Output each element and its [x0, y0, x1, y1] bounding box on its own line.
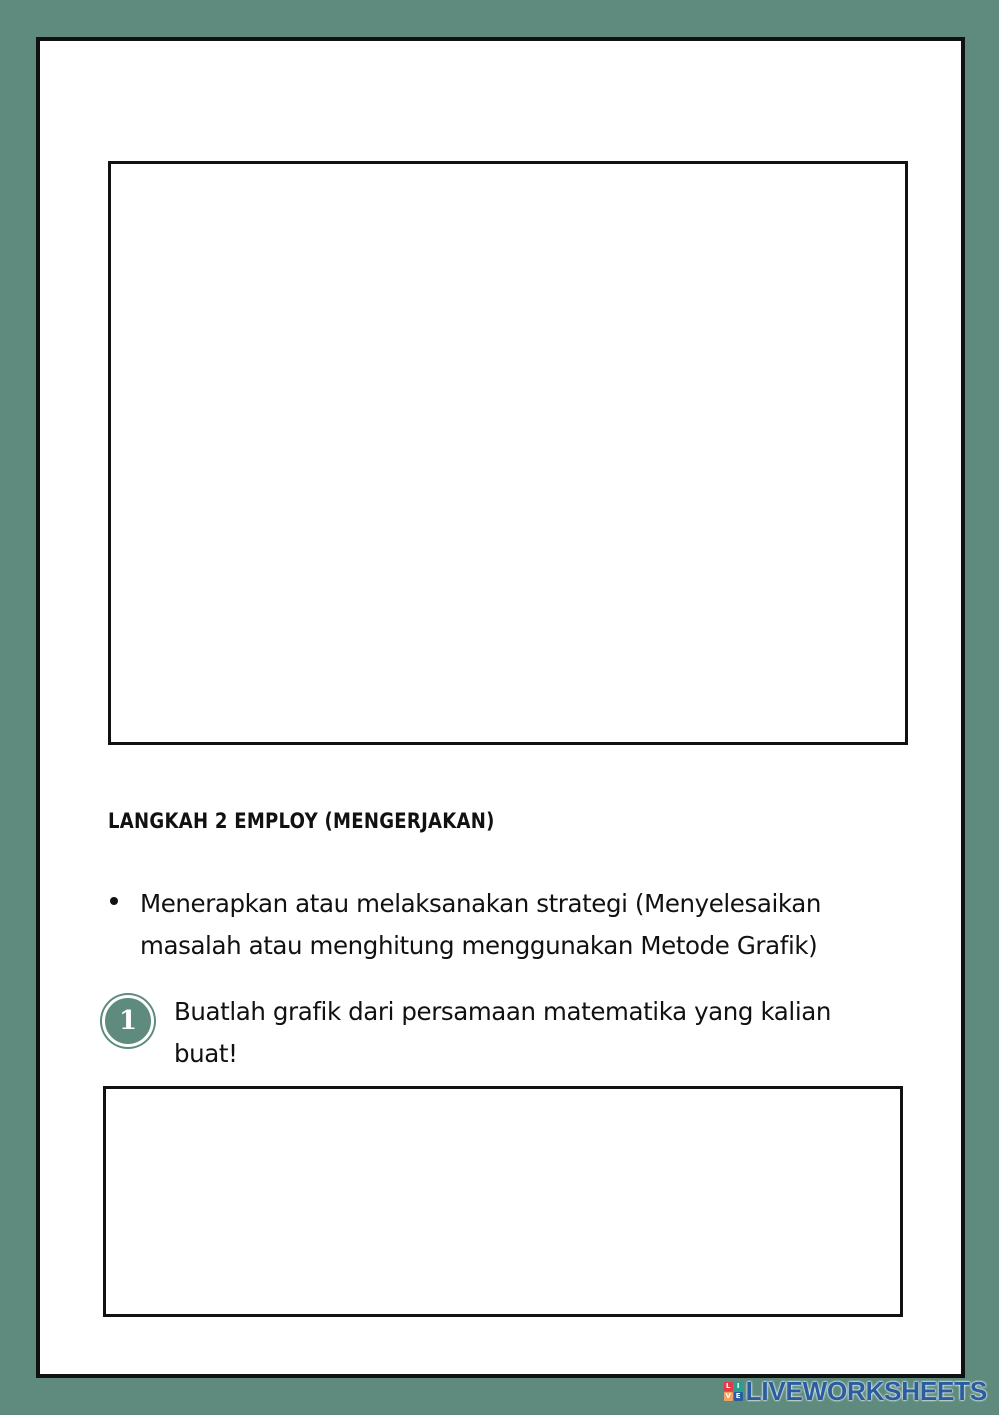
step-heading: LANGKAH 2 EMPLOY (MENGERJAKAN) — [108, 809, 495, 833]
liveworksheets-watermark — [724, 1376, 987, 1407]
logo-letter: V — [725, 1392, 731, 1400]
bullet-text: Menerapkan atau melaksanakan strategi (Menyelesaikan masalah atau menghitung menggunakan Metode Grafik) — [140, 889, 821, 960]
question-number-badge: 1 — [102, 995, 154, 1047]
answer-box-bottom[interactable] — [103, 1086, 903, 1317]
question-text: Buatlah grafik dari persamaan matematika yang kalian buat! — [174, 997, 831, 1068]
logo-letter: I — [734, 1382, 743, 1391]
worksheet-page — [36, 37, 965, 1378]
liveworksheets-logo-icon — [724, 1382, 743, 1401]
logo-letter: L — [724, 1382, 733, 1391]
strategy-bullet — [110, 883, 910, 967]
answer-box-top[interactable] — [108, 161, 908, 745]
question-1 — [102, 991, 902, 1075]
bullet-dot-icon — [110, 897, 118, 905]
logo-letter: E — [734, 1392, 743, 1401]
watermark-text: LIVEWORKSHEETS — [745, 1376, 987, 1406]
